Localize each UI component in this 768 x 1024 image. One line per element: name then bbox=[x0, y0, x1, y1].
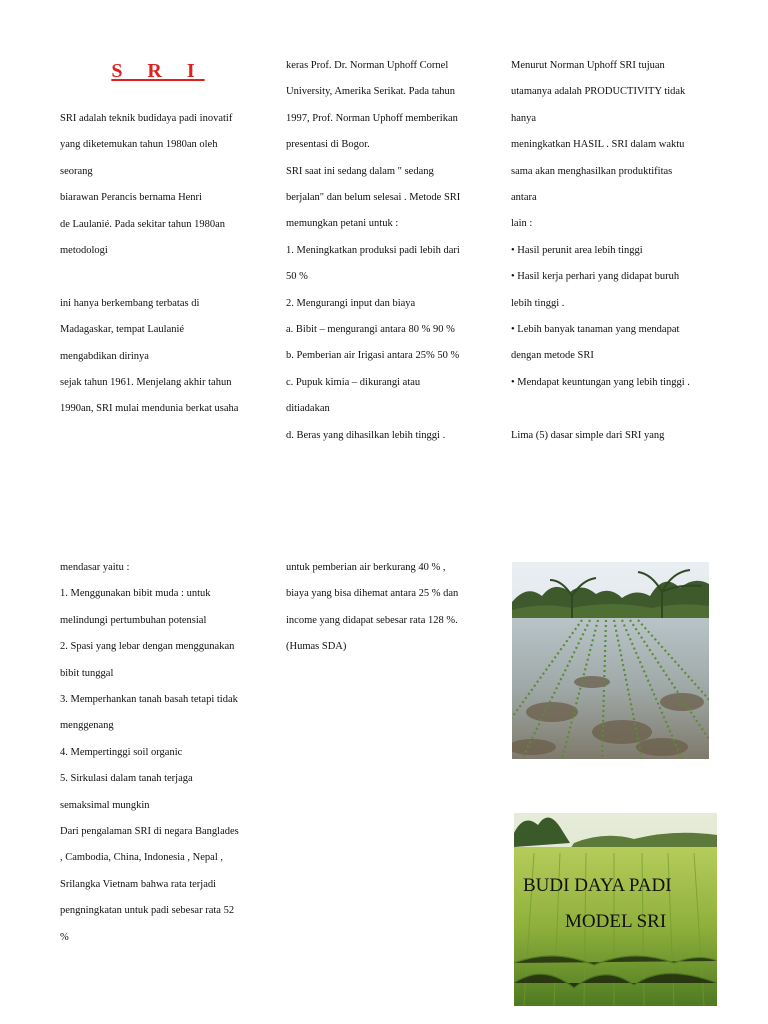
cover-title-line-2: MODEL SRI bbox=[565, 911, 667, 932]
text-line: metodologi bbox=[60, 245, 108, 257]
cover-rice-photo bbox=[514, 813, 717, 1006]
text-line: 2. Mengurangi input dan biaya bbox=[286, 297, 416, 309]
text-line: 4. Mempertinggi soil organic bbox=[60, 746, 183, 758]
text-line: Dari pengalaman SRI di negara Banglades bbox=[60, 826, 239, 838]
text-line: mengabdikan dirinya bbox=[60, 350, 149, 362]
column-1-top-text bbox=[60, 106, 260, 423]
text-line: % bbox=[60, 931, 69, 943]
text-line: c. Pupuk kimia – dikurangi atau bbox=[286, 376, 421, 388]
text-line: berjalan" dan belum selesai . Metode SRI bbox=[286, 192, 461, 204]
text-line: presentasi di Bogor. bbox=[286, 139, 370, 151]
text-line: Lima (5) dasar simple dari SRI yang bbox=[511, 429, 665, 441]
text-line: 1990an, SRI mulai mendunia berkat usaha bbox=[60, 403, 239, 415]
text-line: 50 % bbox=[286, 271, 308, 283]
text-line: • Mendapat keuntungan yang lebih tinggi . bbox=[511, 376, 690, 388]
column-1-bottom-text bbox=[60, 555, 260, 951]
text-line: SRI saat ini sedang dalam " sedang bbox=[286, 165, 434, 177]
text-line: 1. Meningkatkan produksi padi lebih dari bbox=[286, 244, 460, 256]
text-line: dengan metode SRI bbox=[511, 350, 594, 362]
text-line: yang diketemukan tahun 1980an oleh bbox=[60, 139, 218, 151]
text-line: (Humas SDA) bbox=[286, 641, 347, 653]
cover-title-line-1: BUDI DAYA PADI bbox=[523, 875, 672, 896]
text-line: , Cambodia, China, Indonesia , Nepal , bbox=[60, 852, 224, 864]
text-line: • Hasil kerja perhari yang didapat buruh bbox=[511, 271, 680, 283]
text-line bbox=[511, 396, 711, 422]
text-line: income yang didapat sebesar rata 128 %. bbox=[286, 614, 458, 626]
text-line: lain : bbox=[511, 218, 533, 230]
column-2-bottom-text bbox=[286, 555, 486, 661]
text-line: 1997, Prof. Norman Uphoff memberikan bbox=[286, 112, 458, 124]
text-line: sama akan menghasilkan produktifitas bbox=[511, 165, 673, 177]
text-line: 5. Sirkulasi dalam tanah terjaga bbox=[60, 773, 193, 785]
text-line: Madagaskar, tempat Laulanié bbox=[60, 324, 185, 336]
text-line: 1. Menggunakan bibit muda : untuk bbox=[60, 588, 211, 600]
column-3-top-text bbox=[511, 53, 711, 449]
text-line: a. Bibit – mengurangi antara 80 % 90 % bbox=[286, 324, 455, 336]
text-line: 3. Memperhankan tanah basah tetapi tidak bbox=[60, 694, 238, 706]
text-line: biarawan Perancis bernama Henri bbox=[60, 192, 202, 204]
text-line: 2. Spasi yang lebar dengan menggunakan bbox=[60, 641, 235, 653]
rice-field-photo bbox=[512, 562, 709, 759]
text-line: de Laulanié. Pada sekitar tahun 1980an bbox=[60, 218, 226, 230]
text-line: ini hanya berkembang terbatas di bbox=[60, 297, 200, 309]
text-line: SRI adalah teknik budidaya padi inovatif bbox=[60, 113, 233, 124]
text-line: biaya yang bisa dihemat antara 25 % dan bbox=[286, 588, 459, 600]
column-2-top-text bbox=[286, 53, 486, 449]
text-line: mendasar yaitu : bbox=[60, 562, 130, 573]
text-line: hanya bbox=[511, 112, 537, 124]
text-line: pengningkatan untuk padi sebesar rata 52 bbox=[60, 905, 235, 917]
text-line: Srilangka Vietnam bahwa rata terjadi bbox=[60, 878, 217, 890]
text-line: menggenang bbox=[60, 720, 114, 732]
text-line: untuk pemberian air berkurang 40 % , bbox=[286, 562, 446, 573]
text-line: bibit tunggal bbox=[60, 667, 114, 679]
page-title: S R I bbox=[111, 60, 205, 82]
text-line: b. Pemberian air Irigasi antara 25% 50 % bbox=[286, 350, 460, 362]
text-line: semaksimal mungkin bbox=[60, 799, 150, 811]
text-line: meningkatkan HASIL . SRI dalam waktu bbox=[511, 139, 685, 151]
text-line: lebih tinggi . bbox=[511, 297, 565, 309]
text-line: • Lebih banyak tanaman yang mendapat bbox=[511, 324, 680, 336]
text-line: sejak tahun 1961. Menjelang akhir tahun bbox=[60, 377, 232, 389]
text-line: d. Beras yang dihasilkan lebih tinggi . bbox=[286, 429, 446, 441]
text-line: Menurut Norman Uphoff SRI tujuan bbox=[511, 60, 665, 71]
text-line bbox=[60, 264, 260, 290]
text-line: University, Amerika Serikat. Pada tahun bbox=[286, 86, 456, 98]
text-line: utamanya adalah PRODUCTIVITY tidak bbox=[511, 86, 686, 98]
text-line: antara bbox=[511, 192, 537, 204]
text-line: ditiadakan bbox=[286, 403, 330, 415]
text-line: seorang bbox=[60, 165, 93, 177]
text-line: keras Prof. Dr. Norman Uphoff Cornel bbox=[286, 60, 449, 71]
text-line: memungkan petani untuk : bbox=[286, 218, 399, 230]
text-line: melindungi pertumbuhan potensial bbox=[60, 614, 207, 626]
text-line: • Hasil perunit area lebih tinggi bbox=[511, 244, 643, 256]
